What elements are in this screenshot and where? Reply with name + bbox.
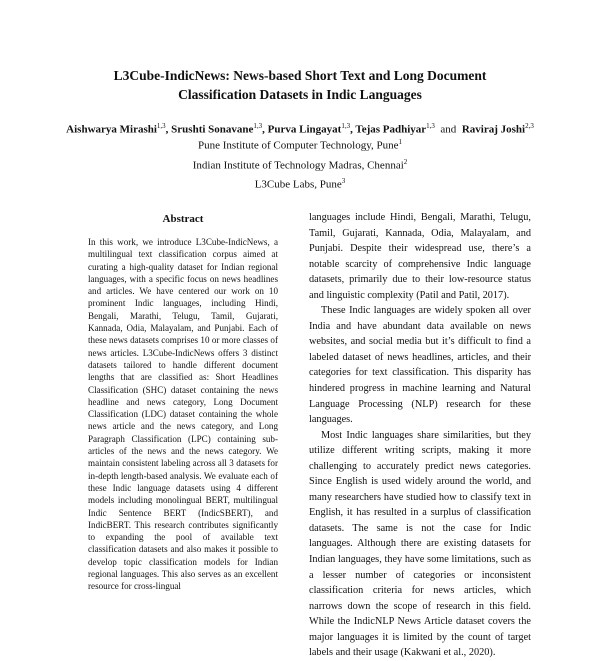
author-affil-marker: 1,3 <box>426 122 435 130</box>
affiliation-text: L3Cube Labs, Pune <box>254 178 342 191</box>
paper-title <box>40 66 560 104</box>
abstract-heading: Abstract <box>162 213 204 225</box>
author-name: Tejas Padhiyar <box>355 123 427 136</box>
affiliation-text: Pune Institute of Computer Technology, Pune <box>197 139 399 152</box>
affiliation <box>40 154 560 174</box>
affiliation <box>40 173 560 193</box>
body-paragraph: Most Indic languages share similarities, but they utilize different writing scripts, making it more challenging to accurately predict news categories. Since English is used widely around the world, and many researchers have studied how to classify text in English, it has resulted in a surplus of classification datasets. The same is not the case for Indic languages. Although there are existing datasets for Indian languages, they have some limitations, such as a lesser number of categories or inconsistent classification criteria for news articles, which narrows down the scope of research in this field. While the IndicNLP News Article dataset covers the major languages it is limited by the count of target labels and their usage (Kakwani et al., 2020). <box>309 429 531 659</box>
author-conjunction: and <box>440 123 457 136</box>
title-line-1: L3Cube-IndicNews: News-based Short Text and Long Document <box>113 68 487 83</box>
affiliation-list <box>40 134 560 193</box>
author-name: Raviraj Joshi <box>461 123 526 136</box>
author-name: Purva Lingayat <box>267 123 342 136</box>
author-affil-marker: 1,3 <box>253 122 263 130</box>
abstract-column <box>88 236 278 593</box>
intro-column <box>309 210 531 661</box>
affiliation-text: Indian Institute of Technology Madras, Chennai <box>192 159 404 172</box>
affiliation <box>40 134 560 154</box>
affiliation-marker: 3 <box>341 177 346 186</box>
body-paragraph: languages include Hindi, Bengali, Marathi, Telugu, Tamil, Gujarati, Kannada, Odia, Malayalam, and Punjabi. Despite their widespread use, there’s a notable scarcity of comprehensive Indic language datasets, primarily due to their low-resource status and linguistic complexity (Patil and Patil, 2017). <box>309 212 531 301</box>
body-paragraph: These Indic languages are widely spoken all over India and have abundant data available on news websites, and social media but it’s difficult to find a labeled dataset of news headlines, articles, and their categories for text classification. This disparity has hindered progress in machine learning and Natural Language Processing (NLP) research for these languages. <box>309 305 531 426</box>
title-line-2: Classification Datasets in Indic Languages <box>178 87 422 102</box>
author-affil-marker: 1,3 <box>341 122 351 130</box>
author-name: Aishwarya Mirashi <box>66 123 157 136</box>
author-list: Aishwarya Mirashi$^{1,3}$, Srushti Sonavane$^{1,3}$, Purva Lingayat$^{1,3}$, Tejas Padhiyar$^{1,3}$ and Raviraj Joshi$^{2,3}$ <box>66 122 534 136</box>
affiliation-marker: 2 <box>403 157 408 166</box>
abstract-text: In this work, we introduce L3Cube-IndicNews, a multilingual text classification corpus aimed at curating a high-quality dataset for Indian regional languages, with a specific focus on news headlines and articles. We have centered our work on 10 prominent Indic languages, including Hindi, Bengali, Marathi, Telugu, Tamil, Gujarati, Kannada, Odia, Malayalam, and Punjabi. Each of these news datasets comprises 10 or more classes of news articles. L3Cube-IndicNews offers 3 distinct datasets tailored to handle different document lengths that are classified as: Short Headlines Classification (SHC) dataset containing the news headline and news category, Long Document Classification (LDC) dataset containing the whole news article and the news category, and Long Paragraph Classification (LPC) containing sub-articles of the news and the news category. We maintain consistent labeling across all 3 datasets for in-depth length-based analysis. We evaluate each of these Indic language datasets using 4 different models including monolingual BERT, multilingual Indic Sentence BERT (IndicSBERT), and IndicBERT. This research contributes significantly to expanding the pool of available text classification datasets and also makes it possible to develop topic classification models for Indian regional languages. This also serves as an excellent resource for cross-lingual <box>88 237 278 592</box>
author-affil-marker: 1,3 <box>156 122 166 130</box>
author-affil-marker: 2,3 <box>525 122 534 130</box>
author-name: Srushti Sonavane <box>171 123 254 136</box>
affiliation-marker: 1 <box>398 138 403 146</box>
